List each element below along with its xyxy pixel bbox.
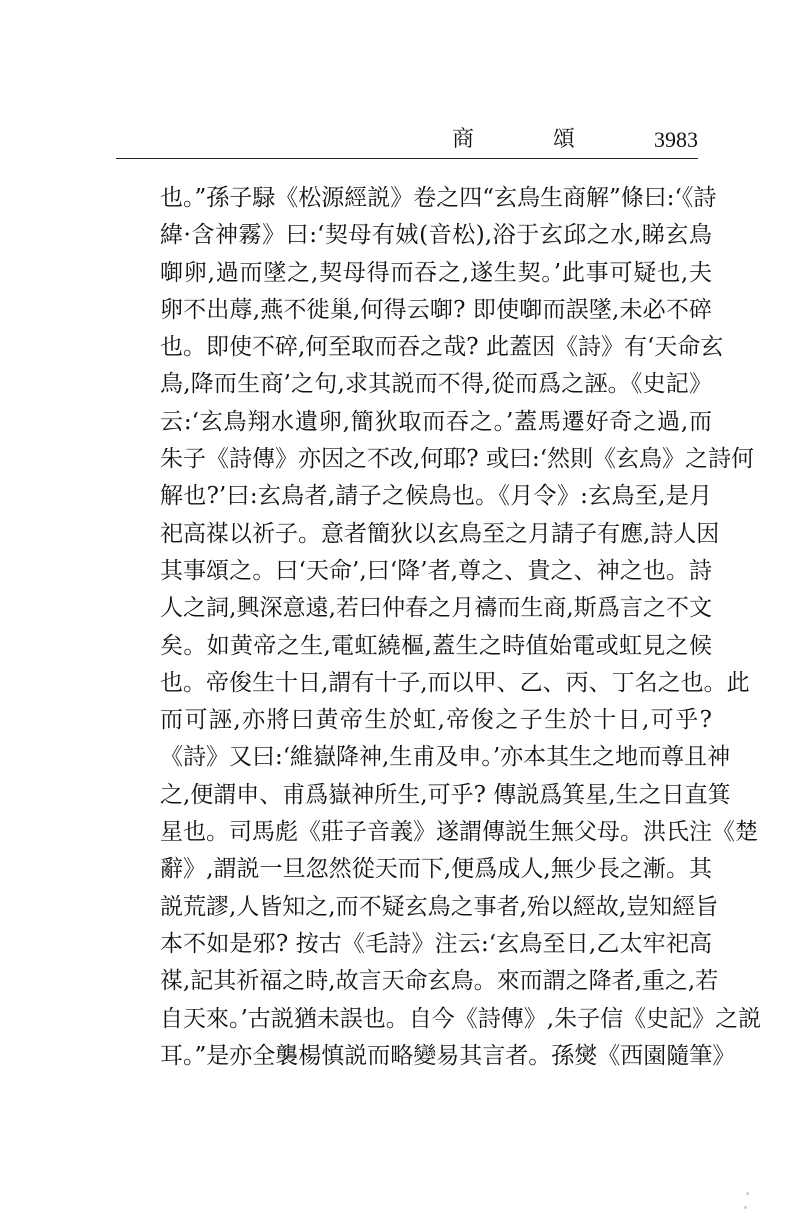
text-line: 禖,記其祈福之時,故言天命玄鳥。來而謂之降者,重之,若	[160, 968, 719, 995]
text-line: 説荒謬,人皆知之,而不疑玄鳥之事者,殆以經故,豈知經旨	[160, 893, 719, 920]
scan-speck	[746, 1192, 749, 1195]
text-line: 星也。司馬彪《莊子音義》遂謂傳説生無父母。洪氏注《楚	[160, 819, 758, 846]
text-line: 祀高禖以祈子。意者簡狄以玄鳥至之月請子有應,詩人因	[160, 520, 720, 547]
text-line: 自天來。’古説猶未誤也。自今《詩傳》,朱子信《史記》之説	[160, 1005, 762, 1032]
text-line: 《詩》又曰:‘維嶽降神,生甫及申。’亦本其生之地而尊且神	[160, 744, 731, 771]
text-line: 本不如是邪? 按古《毛詩》注云:‘玄鳥至日,乙太牢祀高	[160, 930, 712, 957]
text-line: 朱子《詩傳》亦因之不改,何耶? 或曰:‘然則《玄鳥》之詩何	[160, 446, 755, 473]
text-line: 也。”孫子騄《松源經説》卷之四“玄鳥生商解”條曰:‘《詩	[160, 185, 717, 211]
running-title: 商 頌	[452, 127, 611, 152]
text-line: 啣卵,過而墜之,契母得而吞之,遂生契。’此事可疑也,夫	[160, 259, 712, 286]
scan-speck	[744, 1206, 747, 1209]
text-line: 云:‘玄鳥翔水遺卵,簡狄取而吞之。’蓋馬遷好奇之過,而	[160, 408, 712, 435]
text-line: 緯·含神霧》曰:‘契母有娀(音松),浴于玄邱之水,睇玄鳥	[160, 222, 712, 249]
text-line: 矣。如黄帝之生,電虹繞樞,蓋生之時值始電或虹見之候	[160, 632, 712, 659]
text-line: 人之詞,興深意遠,若曰仲春之月禱而生商,斯爲言之不文	[160, 595, 712, 622]
text-line: 也。帝俊生十日,謂有十子,而以甲、乙、丙、丁名之也。此	[160, 669, 750, 696]
text-line: 之,便謂申、甫爲嶽神所生,可乎? 傳説爲箕星,生之日直箕	[160, 781, 731, 808]
text-line: 辭》,謂説一旦忽然從天而下,便爲成人,無少長之漸。其	[160, 856, 712, 883]
page-number: 3983	[654, 127, 698, 152]
text-line: 鳥,降而生商’之句,求其説而不得,從而爲之誣。《史記》	[160, 371, 712, 398]
text-line: 而可誣,亦將曰黄帝生於虹,帝俊之子生於十日,可乎?	[160, 707, 712, 734]
text-line: 卵不出蓐,燕不徙巢,何得云啣? 即使啣而誤墜,未必不碎	[160, 296, 712, 323]
text-line: 耳。”是亦全襲楊慎説而略變易其言者。孫爕《西園隨筆》	[160, 1042, 736, 1069]
page-header	[116, 124, 698, 159]
text-line: 也。即使不碎,何至取而吞之哉? 此蓋因《詩》有‘天命玄	[160, 334, 724, 361]
text-line: 解也?’曰:玄鳥者,請子之候鳥也。《月令》:玄鳥至,是月	[160, 483, 712, 510]
text-line: 其事頌之。曰‘天命’,曰‘降’者,尊之、貴之、神之也。詩	[160, 557, 712, 584]
body-text	[160, 180, 762, 1075]
